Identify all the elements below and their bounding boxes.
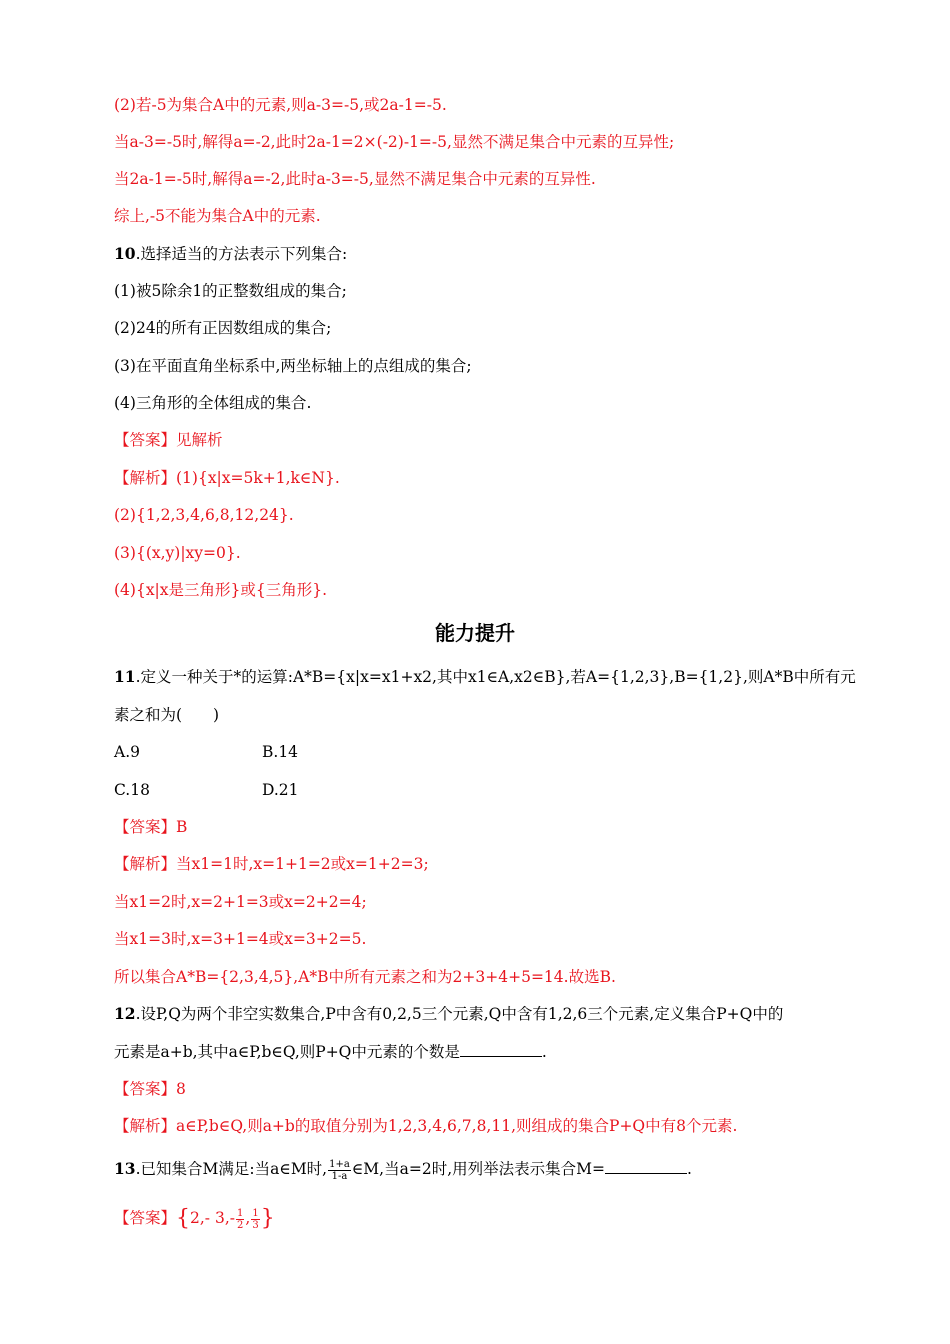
q11-options-row1 [114,741,410,763]
q12-stem-line2 [114,1040,547,1063]
q10-analysis-3: (3){(x,y)|xy=0}. [114,544,241,562]
q12-stem-line1 [114,1003,783,1025]
q10-stem-text: .选择适当的方法表示下列集合: [135,245,348,263]
q9-part2-conclusion: 综上,-5不能为集合A中的元素. [114,207,321,225]
q12-stem-text: .设P,Q为两个非空实数集合,P中含有0,2,5三个元素,Q中含有1,2,6三个元素,定义集合P+Q中的 [135,1005,784,1023]
q12-stem-line2-text: 元素是a+b,其中a∈P,b∈Q,则P+Q中元素的个数是 [114,1043,460,1061]
q9-part2-line3: 当2a-1=-5时,解得a=-2,此时a-3=-5,显然不满足集合中元素的互异性. [114,170,596,188]
q11-stem-text: .定义一种关于*的运算:A*B={x|x=x1+x2,其中x1∈A,x2∈B},若A={1,2,3},B={1,2},则A*B中所有元 [135,668,856,686]
q13-answer-values: 2,- 3,- [190,1209,235,1227]
q13-answer-f1-numerator: 1 [237,1207,244,1219]
q13-frac-denominator: 1-a [331,1170,348,1182]
q9-part2-line2: 当a-3=-5时,解得a=-2,此时2a-1=2×(-2)-1=-5,显然不满足集合中元素的互异性; [114,133,675,151]
q13-stem-b: ∈M,当a=2时,用列举法表示集合M= [351,1160,605,1178]
q10-analysis-4: (4){x|x是三角形}或{三角形}. [114,581,328,599]
q13-answer-close-brace: } [260,1206,275,1231]
q13-answer-open-brace: { [176,1206,191,1231]
q13-answer-fraction-1 [236,1208,244,1231]
q9-part2-line1: (2)若-5为集合A中的元素,则a-3=-5,或2a-1=-5. [114,96,447,114]
q11-answer: 【答案】B [114,818,188,836]
q11-options-row2 [114,779,410,801]
q11-analysis-3: 当x1=3时,x=3+1=4或x=3+2=5. [114,930,367,948]
q11-stem-line2: 素之和为( ) [114,706,220,724]
q12-number: 12 [114,1004,136,1023]
q10-item-2: (2)24的所有正因数组成的集合; [114,319,332,337]
q11-analysis-1: 【解析】当x1=1时,x=1+1=2或x=1+2=3; [114,855,429,873]
q10-item-4: (4)三角形的全体组成的集合. [114,394,312,412]
q10-stem [114,243,347,265]
q13-stem [114,1157,692,1182]
q10-item-3: (3)在平面直角坐标系中,两坐标轴上的点组成的集合; [114,357,472,375]
q11-stem-line1 [114,666,856,688]
q11-option-d: D.21 [262,781,299,799]
section-title: 能力提升 [435,621,515,645]
q13-answer-f1-denominator: 2 [237,1219,244,1231]
q10-analysis-2: (2){1,2,3,4,6,8,12,24}. [114,506,294,524]
q13-answer-fraction-2 [251,1208,259,1231]
q12-analysis: 【解析】a∈P,b∈Q,则a+b的取值分别为1,2,3,4,6,7,8,11,则组成的集合P+Q中有8个元素. [114,1117,738,1135]
q10-analysis-1: 【解析】(1){x|x=5k+1,k∈N}. [114,469,340,487]
q12-answer-blank[interactable] [460,1040,542,1057]
q13-number: 13 [114,1159,136,1178]
q11-option-a: A.9 [114,743,140,761]
q13-frac-numerator: 1+a [329,1158,350,1170]
q13-fraction [328,1159,351,1182]
q13-answer-separator: , [245,1209,251,1227]
q13-answer-f2-numerator: 1 [252,1207,259,1219]
q13-answer [114,1207,275,1231]
q12-stem-end: . [541,1043,547,1061]
q11-option-c: C.18 [114,781,150,799]
q10-number: 10 [114,244,136,263]
q13-answer-blank[interactable] [605,1157,687,1174]
q10-answer: 【答案】见解析 [114,431,223,449]
q12-answer: 【答案】8 [114,1080,186,1098]
q13-answer-label: 【答案】 [114,1209,177,1227]
q11-analysis-2: 当x1=2时,x=2+1=3或x=2+2=4; [114,893,367,911]
q11-analysis-4: 所以集合A*B={2,3,4,5},A*B中所有元素之和为2+3+4+5=14.故选B. [114,968,616,986]
q13-answer-f2-denominator: 3 [252,1219,259,1231]
q13-stem-end: . [686,1160,692,1178]
q11-number: 11 [114,667,136,686]
q13-stem-a: .已知集合M满足:当a∈M时, [135,1160,328,1178]
q11-option-b: B.14 [262,743,299,761]
q10-item-1: (1)被5除余1的正整数组成的集合; [114,282,347,300]
